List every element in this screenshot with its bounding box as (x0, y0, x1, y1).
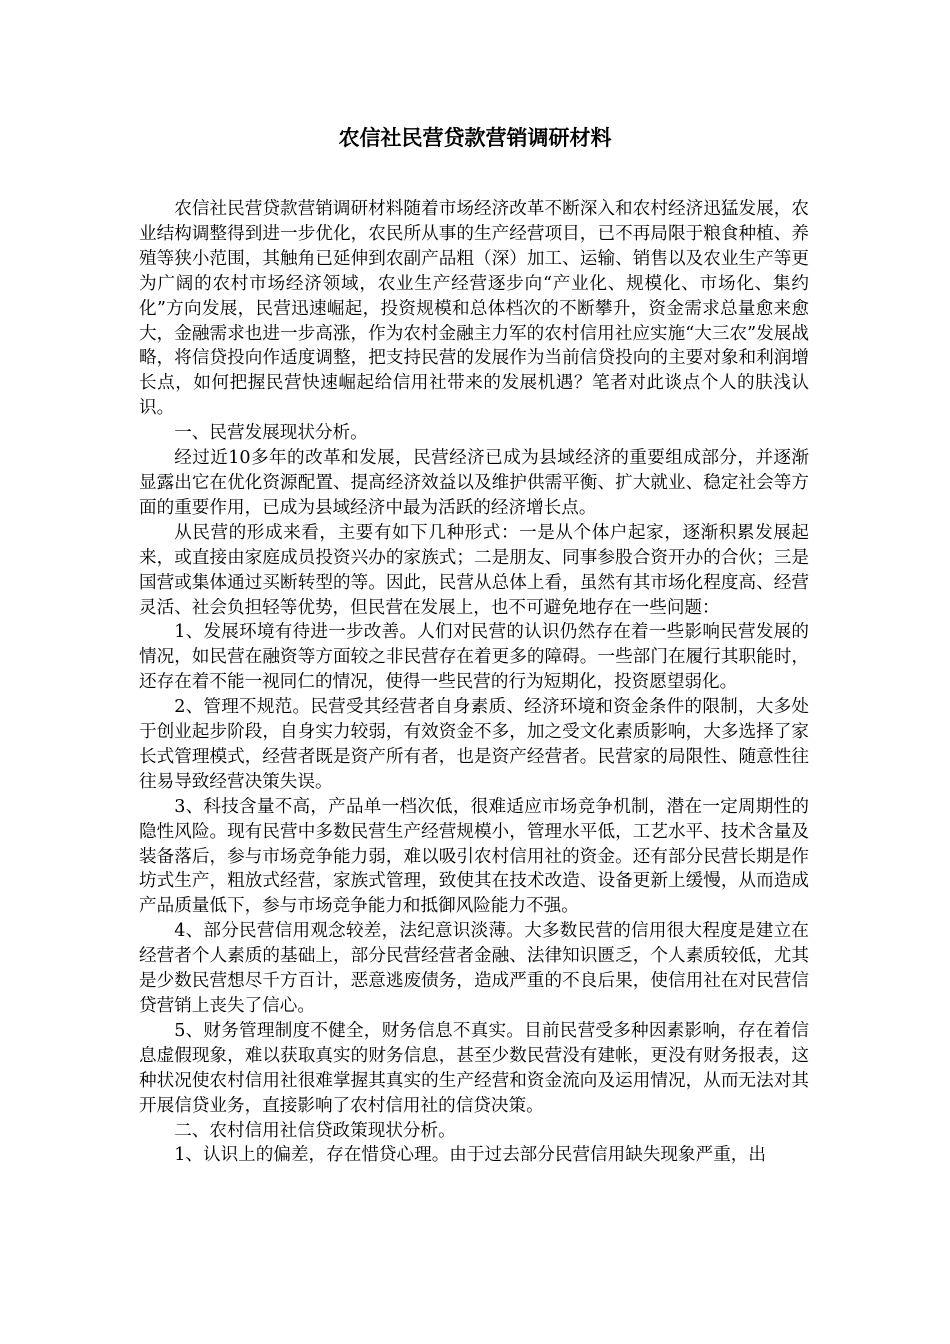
section-heading-1: 一、民营发展现状分析。 (174, 423, 368, 444)
document-title: 农信社民营贷款营销调研材料 (338, 126, 612, 150)
paragraph-item-3: 3、科技含量不高，产品单一档次低，很难适应市场竞争机制，潜在一定周期性的隐性风险。现有民营中多数民营生产经营规模小，管理水平低，工艺水平、技术含量及装备落后，参与市场竞争能力弱，难以吸引农村信用社的资金。还有部分民营长期是作坊式生产，粗放式经营，家族式管理，致使其在技术改造、设备更新上缓慢，从而造成产品质量低下，参与市场竞争能力和抵御风险能力不强。 (139, 796, 809, 917)
paragraph-item-5: 5、财务管理制度不健全，财务信息不真实。目前民营受多种因素影响，存在着信息虚假现象，难以获取真实的财务信息，甚至少数民营没有建帐，更没有财务报表，这种状况使农村信用社很难掌握其真实的生产经营和资金流向及运用情况，从而无法对其开展信贷业务，直接影响了农村信用社的信贷决策。 (139, 1020, 809, 1116)
document-body (139, 197, 809, 1168)
section-heading-2: 二、农村信用社信贷政策现状分析。 (174, 1120, 456, 1141)
paragraph-item-2: 2、管理不规范。民营受其经营者自身素质、经济环境和资金条件的限制，大多处于创业起步阶段，自身实力较弱，有效资金不多，加之受文化素质影响，大多选择了家长式管理模式，经营者既是资产所有者，也是资产经营者。民营家的局限性、随意性往往易导致经营决策失误。 (139, 697, 809, 792)
paragraph-item-1: 1、认识上的偏差，存在惜贷心理。由于过去部分民营信用缺失现象严重，出 (174, 1145, 766, 1166)
paragraph-item-1: 1、发展环境有待进一步改善。人们对民营的认识仍然存在着一些影响民营发展的情况，如民营在融资等方面较之非民营存在着更多的障碍。一些部门在履行其职能时，还存在着不能一视同仁的情况，使得一些民营的行为短期化，投资愿望弱化。 (139, 622, 809, 693)
paragraph: 经过近10多年的改革和发展，民营经济已成为县域经济的重要组成部分，并逐渐显露出它在优化资源配置、提高经济效益以及维护供需平衡、扩大就业、稳定社会等方面的重要作用，已成为县域经济中最为活跃的经济增长点。 (139, 448, 809, 518)
paragraph-intro: 农信社民营贷款营销调研材料随着市场经济改革不断深入和农村经济迅猛发展，农业结构调整得到进一步优化，农民所从事的生产经营项目，已不再局限于粮食种植、养殖等狭小范围，其触角已延伸到农副产品粗（深）加工、运输、销售以及农业生产等更为广阔的农村市场经济领域，农业生产经营逐步向“产业化、规模化、市场化、集约化”方向发展，民营迅速崛起，投资规模和总体档次的不断攀升，资金需求总量愈来愈大，金融需求也进一步高涨，作为农村金融主力军的农村信用社应实施“大三农”发展战略，将信贷投向作适度调整，把支持民营的发展作为当前信贷投向的主要对象和利润增长点，如何把握民营快速崛起给信用社带来的发展机遇？笔者对此谈点个人的肤浅认识。 (139, 199, 809, 419)
paragraph-item-4: 4、部分民营信用观念较差，法纪意识淡薄。大多数民营的信用很大程度是建立在经营者个人素质的基础上，部分民营经营者金融、法律知识匮乏，个人素质较低，尤其是少数民营想尽千方百计，恶意逃废债务，造成严重的不良后果，使信用社在对民营信贷营销上丧失了信心。 (139, 921, 809, 1016)
paragraph: 从民营的形成来看，主要有如下几种形式：一是从个体户起家，逐渐积累发展起来，或直接由家庭成员投资兴办的家族式；二是朋友、同事参股合资开办的合伙；三是国营或集体通过买断转型的等。因此，民营从总体上看，虽然有其市场化程度高、经营灵活、社会负担轻等优势，但民营在发展上，也不可避免地存在一些问题： (139, 522, 809, 618)
